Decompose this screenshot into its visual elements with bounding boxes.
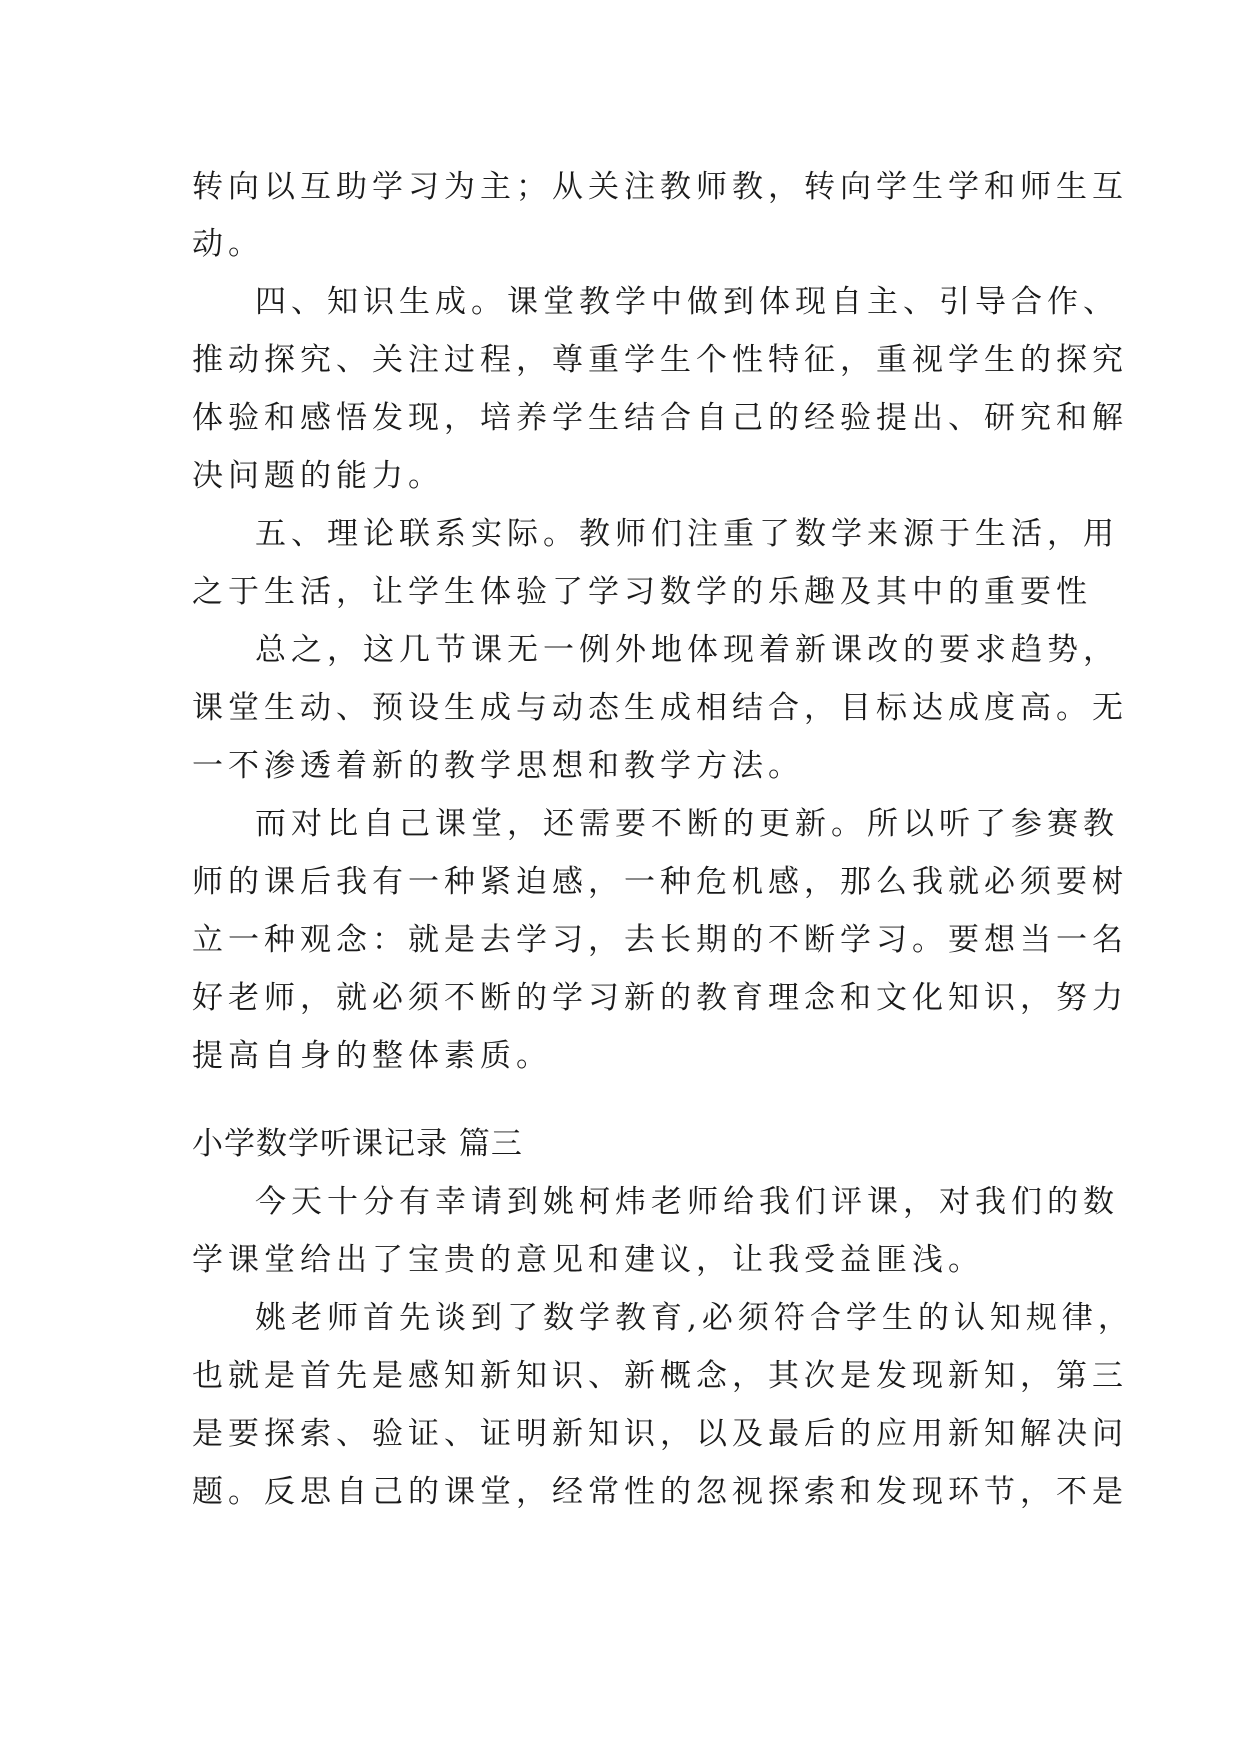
text-line: 提高自身的整体素质。 — [192, 1038, 552, 1074]
text-line: 推动探究、关注过程，尊重学生个性特征，重视学生的探究 — [192, 342, 1128, 378]
text-line: 学课堂给出了宝贵的意见和建议，让我受益匪浅。 — [192, 1242, 984, 1278]
text-line: 一不渗透着新的教学思想和教学方法。 — [192, 748, 804, 784]
text-line: 也就是首先是感知新知识、新概念，其次是发现新知，第三 — [192, 1358, 1128, 1394]
text-line: 是要探索、验证、证明新知识，以及最后的应用新知解决问 — [192, 1416, 1128, 1452]
text-line: 之于生活，让学生体验了学习数学的乐趣及其中的重要性 — [192, 574, 1092, 610]
text-line: 决问题的能力。 — [192, 458, 444, 494]
text-line: 好老师，就必须不断的学习新的教育理念和文化知识，努力 — [192, 980, 1128, 1016]
section-heading: 小学数学听课记录 篇三 — [192, 1126, 523, 1162]
text-line: 体验和感悟发现，培养学生结合自己的经验提出、研究和解 — [192, 400, 1128, 436]
text-line: 课堂生动、预设生成与动态生成相结合，目标达成度高。无 — [192, 690, 1128, 726]
text-line: 立一种观念：就是去学习，去长期的不断学习。要想当一名 — [192, 922, 1128, 958]
text-line: 动。 — [192, 226, 264, 262]
paragraph-start-line: 四、知识生成。课堂教学中做到体现自主、引导合作、 — [255, 284, 1119, 320]
text-line: 师的课后我有一种紧迫感，一种危机感，那么我就必须要树 — [192, 864, 1128, 900]
text-line: 题。反思自己的课堂，经常性的忽视探索和发现环节，不是 — [192, 1474, 1128, 1510]
paragraph-start-line: 总之，这几节课无一例外地体现着新课改的要求趋势， — [255, 632, 1119, 668]
text-line: 转向以互助学习为主；从关注教师教，转向学生学和师生互 — [192, 169, 1128, 205]
paragraph-start-line: 而对比自己课堂，还需要不断的更新。所以听了参赛教 — [255, 806, 1119, 842]
paragraph-start-line: 五、理论联系实际。教师们注重了数学来源于生活，用 — [255, 516, 1119, 552]
paragraph-start-line: 今天十分有幸请到姚柯炜老师给我们评课，对我们的数 — [255, 1184, 1119, 1220]
paragraph-start-line: 姚老师首先谈到了数学教育,必须符合学生的认知规律， — [255, 1300, 1134, 1336]
